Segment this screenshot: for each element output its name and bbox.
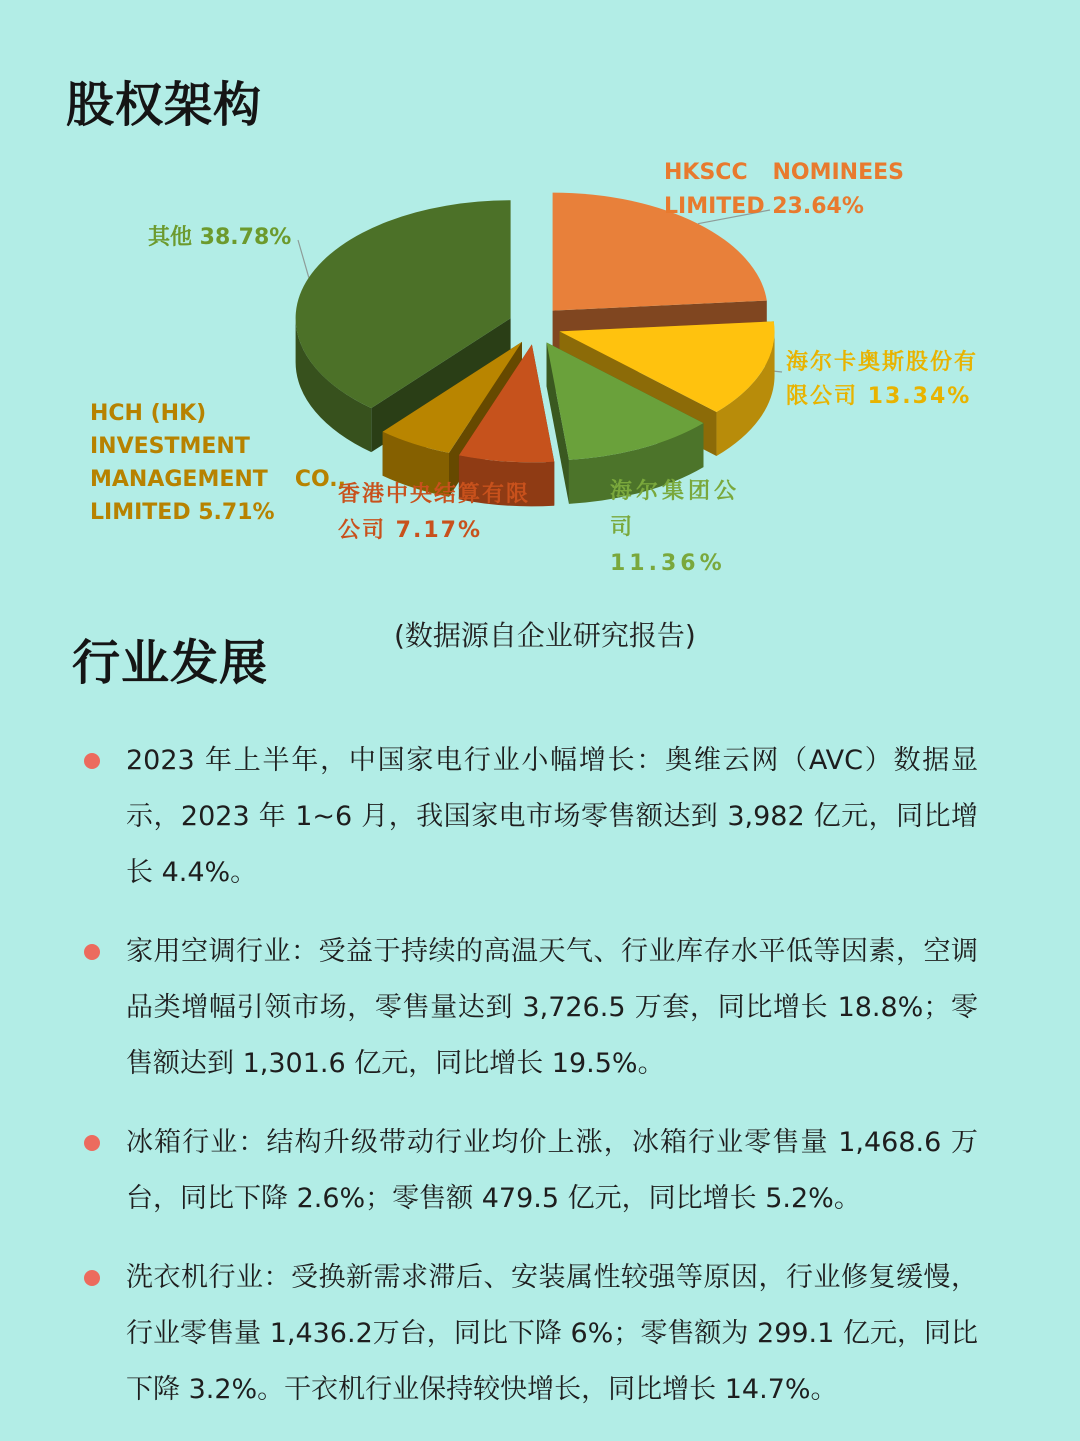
- industry-bullet-list: [78, 733, 978, 1441]
- hkscc-label-part2: NOMINEES: [772, 160, 904, 185]
- list-item: [78, 1115, 978, 1227]
- bullet-dot-icon: [84, 753, 100, 769]
- list-item: [78, 733, 978, 901]
- bullet-text-washing-machine: 洗衣机行业：受换新需求滞后、安装属性较强等原因，行业修复缓慢，行业零售量 1,436.2万台，同比下降 6%；零售额为 299.1 亿元，同比下降 3.2%。干衣机行业保持较快增长，同比增长 14.7%。: [126, 1262, 978, 1405]
- bullet-dot-icon: [84, 1135, 100, 1151]
- bullet-dot-icon: [84, 1270, 100, 1286]
- pie-slices: [296, 193, 775, 507]
- hch-label-line1: HCH (HK) INVESTMENT: [90, 401, 250, 459]
- bullet-text-air-conditioner: 家用空调行业：受益于持续的高温天气、行业库存水平低等因素，空调品类增幅引领市场，零售量达到 3,726.5 万套，同比增长 18.8%；零售额达到 1,301.6 亿元，同比增长 19.5%。: [126, 936, 978, 1079]
- source-note: (数据源自企业研究报告): [394, 619, 696, 652]
- slice-label-kaos: 海尔卡奥斯股份有限公司 13.34%: [786, 350, 979, 409]
- hkscc-label-part1: HKSCC: [664, 160, 748, 185]
- bullet-text-overall: 2023 年上半年，中国家电行业小幅增长：奥维云网（AVC）数据显示，2023 年 1~6 月，我国家电市场零售额达到 3,982 亿元，同比增长 4.4%。: [126, 745, 978, 888]
- hkscc-label-value: LIMITED 23.64%: [664, 194, 864, 219]
- slice-label-hkscc: [664, 156, 904, 224]
- leader-line-other: [298, 240, 309, 278]
- hch-label-line2a: MANAGEMENT: [90, 467, 268, 492]
- ownership-heading: 股权架构: [66, 77, 263, 133]
- bullet-dot-icon: [84, 944, 100, 960]
- list-item: [78, 924, 978, 1092]
- hch-label-line2b: CO.,: [294, 467, 346, 492]
- industry-heading: 行业发展: [72, 635, 269, 691]
- hch-label-line3: LIMITED 5.71%: [90, 500, 275, 525]
- bullet-text-refrigerator: 冰箱行业：结构升级带动行业均价上涨，冰箱行业零售量 1,468.6 万台，同比下降 2.6%；零售额 479.5 亿元，同比增长 5.2%。: [126, 1127, 978, 1214]
- list-item: [78, 1250, 978, 1418]
- slice-label-other: 其他 38.78%: [148, 225, 292, 250]
- slice-label-haier-group: 海尔集团公司 11.36%: [610, 479, 741, 576]
- slice-label-hk-central-clearing: 香港中央结算有限公司 7.17%: [338, 482, 531, 543]
- slice-label-hch: [90, 397, 346, 529]
